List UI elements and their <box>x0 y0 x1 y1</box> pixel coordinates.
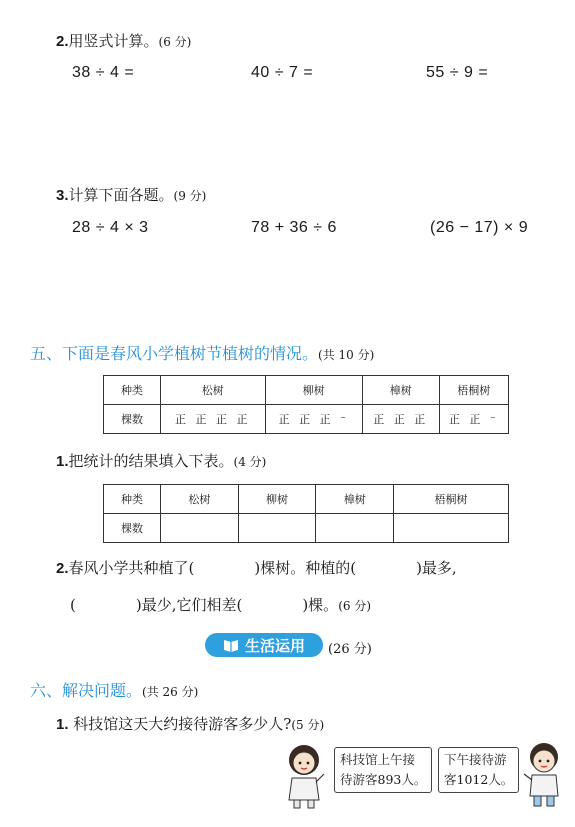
tally-header-kind: 种类 <box>104 376 161 405</box>
tally-header-plane: 梧桐树 <box>439 376 508 405</box>
section-5-q1-title: 1.把统计的结果填入下表。(4 分) <box>56 452 267 470</box>
bubble-right-line1: 下午接待游 <box>444 752 507 767</box>
q3-expr-1: 28 ÷ 4 × 3 <box>72 219 149 236</box>
q2-expr-1: 38 ÷ 4 = <box>72 64 135 81</box>
result-cell-camphor[interactable] <box>316 514 394 543</box>
result-header-pine: 松树 <box>161 485 239 514</box>
result-cell-plane[interactable] <box>394 514 509 543</box>
result-header-kind: 种类 <box>104 485 161 514</box>
result-cell-willow[interactable] <box>238 514 316 543</box>
tally-camphor: 正 正 正 <box>362 405 439 434</box>
section-5-heading: 五、下面是春风小学植树节植树的情况。(共 10 分) <box>30 344 375 363</box>
boy-illustration <box>520 740 566 810</box>
section-6-q1-title: 1. 科技馆这天大约接待游客多少人?(5 分) <box>56 715 325 733</box>
banner-label: 生活运用 <box>244 636 305 655</box>
book-icon <box>223 638 239 652</box>
q3-title: 3.计算下面各题。(9 分) <box>56 186 207 204</box>
q3-expr-3: (26 − 17) × 9 <box>430 219 529 236</box>
tally-header-camphor: 樟树 <box>362 376 439 405</box>
tally-willow: 正 正 正 ⁻ <box>265 405 362 434</box>
result-header-willow: 柳树 <box>238 485 316 514</box>
result-cell-pine[interactable] <box>161 514 239 543</box>
section-6-heading: 六、解决问题。(共 26 分) <box>30 681 199 700</box>
speech-bubble-right <box>438 747 519 793</box>
result-header-plane: 梧桐树 <box>394 485 509 514</box>
section-5-q2-line1: 2.春风小学共种植了( )棵树。种植的( )最多, <box>56 559 457 577</box>
girl-illustration <box>282 742 328 810</box>
result-table <box>103 484 509 543</box>
result-row-label: 棵数 <box>104 514 161 543</box>
q2-title: 2.用竖式计算。(6 分) <box>56 32 192 50</box>
tally-header-pine: 松树 <box>161 376 266 405</box>
tally-plane: 正 正 ⁻ <box>439 405 508 434</box>
bubble-left-line2: 待游客893人。 <box>340 772 427 787</box>
life-application-banner <box>205 633 323 657</box>
tally-pine: 正 正 正 正 <box>161 405 266 434</box>
banner-points: (26 分) <box>328 642 372 657</box>
tally-table <box>103 375 509 434</box>
tally-row-label: 棵数 <box>104 405 161 434</box>
bubble-left-line1: 科技馆上午接 <box>340 752 416 767</box>
q2-expr-3: 55 ÷ 9 = <box>426 64 489 81</box>
section-5-q2-line2: ( )最少,它们相差( )棵。(6 分) <box>70 596 372 614</box>
q2-expr-2: 40 ÷ 7 = <box>251 64 314 81</box>
result-header-camphor: 樟树 <box>316 485 394 514</box>
bubble-right-line2: 客1012人。 <box>444 772 514 787</box>
tally-header-willow: 柳树 <box>265 376 362 405</box>
speech-bubble-left <box>334 747 432 793</box>
q3-expr-2: 78 + 36 ÷ 6 <box>251 219 337 236</box>
